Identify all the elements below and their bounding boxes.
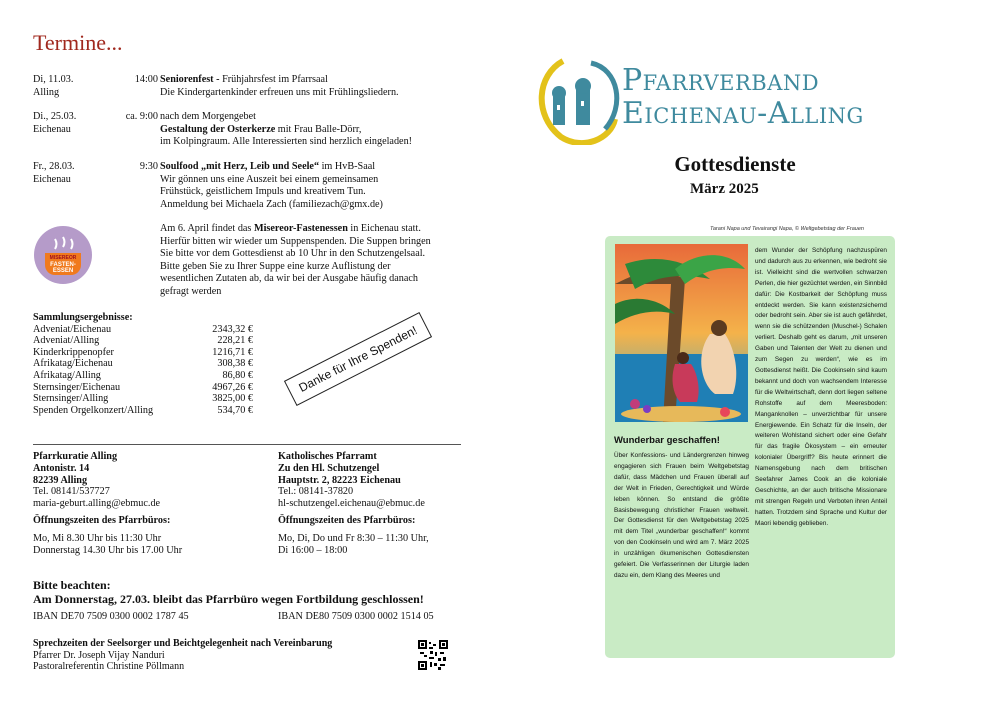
hours-heading: Öffnungszeiten des Pfarrbüros: [33, 514, 171, 526]
addr-street: Hauptstr. 2, 82223 Eichenau [278, 474, 401, 486]
collection-name: Sternsinger/Alling [33, 393, 109, 405]
collection-row [33, 324, 253, 336]
collection-amount: 1216,71 € [212, 346, 253, 358]
notice-text: Am Donnerstag, 27.03. bleibt das Pfarrbüro wegen Fortbildung geschlossen! [33, 592, 424, 606]
collections-heading: Sammlungsergebnisse: [33, 312, 133, 323]
qr-code-icon [418, 640, 448, 670]
closure-notice [33, 578, 424, 606]
speak-heading: Sprechzeiten der Seelsorger und Beichtgelegenheit nach Vereinbarung [33, 638, 333, 649]
event-date: Di., 25.03. [33, 111, 77, 122]
addr-mail[interactable]: hl-schutzengel.eichenau@ebmuc.de [278, 498, 425, 510]
iban-eichenau: IBAN DE80 7509 0300 0002 1514 05 [278, 611, 434, 622]
event-text: Frühstück, geistlichem Impuls und kreativem Tun. [160, 186, 366, 198]
collection-name: Adveniat/Alling [33, 335, 100, 347]
logo-line1: Pfarrverband [622, 63, 820, 98]
addr-name: Pfarrkuratie Alling [33, 451, 118, 462]
collection-row [33, 393, 253, 405]
addr-tel: Tel. 08141/537727 [33, 486, 110, 498]
iban-alling: IBAN DE70 7509 0300 0002 1787 45 [33, 611, 189, 622]
speak-line: Pastoralreferentin Christine Pöllmann [33, 661, 185, 673]
addr-mail[interactable]: maria-geburt.alling@ebmuc.de [33, 498, 161, 510]
event-time: 14:00 [134, 74, 158, 85]
address-eichenau [278, 451, 429, 556]
misereor-line: gefragt werden [160, 285, 222, 297]
collection-name: Afrikatag/Eichenau [33, 358, 113, 370]
article-right-column: dem Wunder der Schöpfung nachzuspüren und dadurch aus zu erkennen, wie bedroht sie ist. Vielleicht sind die wertvollen schwarzen Perlen, die hier gezüchtet werden, ein Sinnbild dafür: Die Kostbarkeit der Schöpfung muss entdeckt werden. Sie kann existenzsichernd oder bedroht sein. Aber sie ist auch gefährdet, wenn sie die schützenden (Muschel-) Schalen verliert. Deshalb geht es darum, „mit unseren Gaben und Talenten der Welt zu dienen und zum Segen zu werden“, wie es im Gottesdienst heißt. Die Cookinseln sind kaum bekannt und doch von wachsendem Interesse für die Weltwirtschaft, denn dort liegen seltene Rohstoffe auf dem Meeresboden: Manganknollen – unverzichtbar für unsere Energiewende. Ein Schatz für die Inseln, der weiteren Wohlstand sichert oder eine Gefahr für das fragile Ökosystem – ein erneuter kolonialer Übergriff? Bis heute erinnert die Namensgebung nach dem britischen Seefahrer James Cook an die koloniale Geschichte, an der auch britische Missionare mit strengen Regeln und Verboten ihren Anteil hatten. Trotzdem sind Sprache und Kultur der Maori lebendig geblieben. [755, 247, 887, 527]
event-place: Alling [33, 86, 60, 98]
notice-heading: Bitte beachten: [33, 578, 111, 592]
collection-name: Spenden Orgelkonzert/Alling [33, 404, 154, 416]
collection-amount: 86,80 € [222, 369, 253, 381]
misereor-line: Hierfür bitten wir wieder um Suppenspenden. Die Suppen bringen [160, 235, 431, 247]
collection-amount: 308,38 € [217, 358, 253, 370]
speak-line: Pfarrer Dr. Joseph Vijay Nanduri [33, 649, 165, 661]
event-text: nach dem Morgengebet [160, 111, 256, 122]
event-title: Soulfood „mit Herz, Leib und Seele“ [160, 161, 320, 172]
event-place: Eichenau [33, 173, 71, 185]
collection-row [33, 382, 253, 394]
event-text: Wir gönnen uns eine Auszeit bei einem gemeinsamen [160, 173, 379, 185]
thanks-stamp: Danke für Ihre Spenden! [284, 312, 432, 406]
event-text: Frühjahrsfest im Pfarrsaal [222, 74, 328, 85]
collections [33, 312, 253, 416]
collection-name: Adveniat/Eichenau [33, 323, 112, 335]
addr-name: Katholisches Pfarramt [278, 451, 377, 462]
addr-sub: Zu den Hl. Schutzengel [278, 462, 380, 474]
collection-row [33, 347, 253, 359]
hours-line: Di 16:00 – 18:00 [278, 544, 348, 556]
services-title: Gottesdienste [674, 152, 796, 176]
address-alling [33, 451, 182, 556]
collection-amount: 2343,32 € [212, 323, 253, 335]
misereor-logo-top: MISEREOR [49, 255, 77, 261]
collection-name: Kinderkrippenopfer [33, 346, 114, 358]
hours-line: Mo, Mi 8.30 Uhr bis 11:30 Uhr [33, 532, 162, 544]
event-date: Fr., 28.03. [33, 161, 75, 172]
hours-heading: Öffnungszeiten des Pfarrbüros: [278, 514, 416, 526]
misereor-line: wesentlichen Zutaten ab, da wir bei der Ausgabe häufig danach [160, 273, 418, 285]
collection-amount: 3825,00 € [212, 393, 253, 405]
addr-tel: Tel.: 08141-37820 [278, 486, 354, 498]
collection-name: Afrikatag/Alling [33, 369, 101, 381]
event-text: mit Frau Balle-Dörr, [275, 123, 362, 135]
event-time: ca. 9:00 [125, 111, 158, 122]
misereor-line: Bitte geben Sie zu Ihrer Suppe eine kurze Auflistung der [160, 260, 391, 272]
divider [33, 444, 461, 445]
collection-row [33, 370, 253, 382]
misereor-logo [33, 225, 93, 285]
page-title: Termine... [33, 30, 123, 55]
event-text: Anmeldung bei Michaela Zach (familiezach@gmx.de) [160, 198, 383, 210]
event-time: 9:30 [139, 161, 158, 172]
addr-street: Antonistr. 14 [33, 462, 90, 474]
event-title: Gestaltung der Osterkerze [160, 123, 276, 135]
collection-amount: 534,70 € [217, 404, 253, 416]
collection-row [33, 335, 253, 347]
collection-row [33, 405, 253, 417]
collection-amount: 228,21 € [217, 335, 253, 347]
misereor-text: in Eichenau statt. [347, 223, 421, 234]
event-place: Eichenau [33, 123, 71, 135]
misereor-title: Misereor-Fastenessen [253, 223, 348, 234]
article-heading: Wunderbar geschaffen! [614, 435, 720, 446]
image-credit: Tarani Napa und Tevairangi Napa, © Weltgebetstag der Frauen [710, 226, 864, 232]
event-text: im Kolpingraum. Alle Interessierten sind herzlich eingeladen! [160, 136, 413, 148]
services-month: März 2025 [690, 181, 759, 197]
misereor-logo-bot: ESSEN [52, 268, 74, 274]
weltgebetstag-artwork [615, 244, 748, 422]
article-left-column: Über Konfessions- und Ländergrenzen hinweg engagieren sich Frauen beim Weltgebetstag dafür, dass Mädchen und Frauen überall auf der Welt in Frieden, Gerechtigkeit und Würde leben können. So entstand die größte Basisbewegung christlicher Frauen weltweit. Der Gottesdienst für den Weltgebetstag 2025 mit dem Titel „wunderbar geschaffen!“ kommt von den Cookinseln und wird am 7. März 2025 in unzähligen ökumenischen Gottesdiensten gefeiert. Die Verfasserinnen der Liturgie laden dazu ein, dem Klang des Meeres und [614, 452, 749, 579]
hours-line: Donnerstag 14.30 Uhr bis 17.00 Uhr [33, 544, 183, 556]
event-text: Die Kindergartenkinder erfreuen uns mit Frühlingsliedern. [160, 86, 399, 98]
event-text: im HvB-Saal [319, 161, 376, 172]
misereor-line: Sie bitte vor dem Gottesdienst ab 10 Uhr in den Schutzengelsaal. [160, 248, 426, 260]
event-title: Seniorenfest - [160, 74, 223, 85]
event-date: Di, 11.03. [33, 74, 74, 85]
misereor-text: Am 6. April findet das [160, 223, 254, 234]
consultation-hours [33, 638, 332, 673]
addr-city: 82239 Alling [33, 474, 88, 486]
collection-name: Sternsinger/Eichenau [33, 381, 121, 393]
collection-row [33, 358, 253, 370]
logo-line2: Eichenau-Alling [622, 96, 864, 131]
collection-amount: 4967,26 € [212, 381, 253, 393]
misereor-logo-mid: FASTEN- [50, 262, 76, 268]
hours-line: Mo, Di, Do und Fr 8:30 – 11:30 Uhr, [278, 532, 429, 544]
